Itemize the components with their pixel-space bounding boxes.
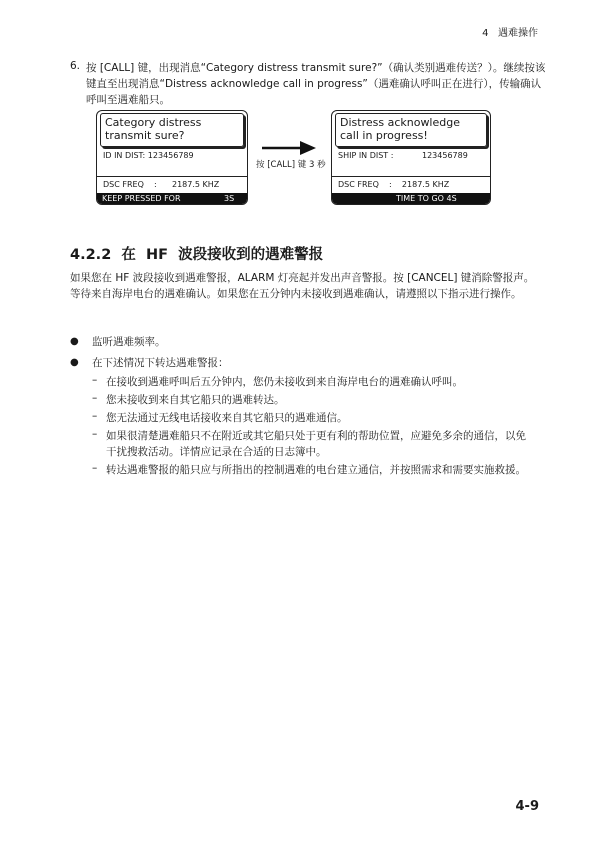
bullet-icon: ● <box>70 336 79 347</box>
ship-in-distress-value: 123456789 <box>422 151 468 160</box>
screen-divider <box>332 176 490 177</box>
message-line-1: Distress acknowledge <box>340 116 460 129</box>
status-left-text: KEEP PRESSED FOR <box>102 194 181 203</box>
section-paragraph: 如果您在 HF 波段接收到遇难警报，ALARM 灯亮起并发出声音警报。按 [CANCEL] 键消除警报声。等待来自海岸电台的遇难确认。如果您在五分钟内未接收到遇难确认，请遵照以下指示进行操作。 <box>70 272 535 300</box>
dash-marker: – <box>92 462 98 474</box>
running-header <box>482 24 538 39</box>
message-line-2: call in progress! <box>340 129 428 142</box>
bullet-item: 监听遇难频率。 <box>92 336 166 348</box>
dash-item: 如果很清楚遇难船只不在附近或其它船只处于更有利的帮助位置，应避免多余的通信，以免干扰搜救活动。详情应记录在合适的日志簿中。 <box>106 430 526 458</box>
arrow-label: 按 [CALL] 键 3 秒 <box>256 160 326 170</box>
left-display-screen <box>96 110 248 205</box>
status-bar <box>97 193 247 204</box>
dash-marker: – <box>92 374 98 386</box>
step-number: 6. <box>70 60 81 72</box>
dash-marker: – <box>92 428 98 440</box>
dsc-frequency-line: DSC FREQ : 2187.5 KHZ <box>103 180 220 189</box>
bullet-item: 在下述情况下转达遇难警报： <box>92 357 229 369</box>
chapter-title: 遇难操作 <box>498 28 538 39</box>
step-text: 按 [CALL] 键，出现消息“Category distress transmit sure?”（确认类别遇难传送？）。继续按该键直至出现消息“Distress acknowledge call in progress”（遇难确认呼叫正在进行），传输确认呼叫至遇难船只。 <box>86 62 546 106</box>
dash-item: 您无法通过无线电话接收来自其它船只的遇难通信。 <box>106 412 348 424</box>
screen-divider <box>97 176 247 177</box>
dash-marker: – <box>92 410 98 422</box>
page-number: 4-9 <box>515 799 539 814</box>
ship-in-distress-label: SHIP IN DIST : <box>338 151 394 160</box>
acknowledge-message-box <box>335 113 487 147</box>
status-bar <box>332 193 490 204</box>
right-arrow-icon <box>262 140 316 156</box>
id-in-distress-line: ID IN DIST: 123456789 <box>103 151 194 160</box>
chapter-number: 4 <box>482 28 489 39</box>
section-title: 4.2.2 在 HF 波段接收到的遇难警报 <box>70 247 324 263</box>
dsc-frequency-line: DSC FREQ : 2187.5 KHZ <box>338 180 450 189</box>
confirm-message-box <box>100 113 244 147</box>
bullet-icon: ● <box>70 357 79 368</box>
message-line-1: Category distress <box>105 116 202 129</box>
status-text: TIME TO GO 4S <box>396 194 457 203</box>
dash-marker: – <box>92 392 98 404</box>
status-right-text: 3S <box>224 194 235 203</box>
right-display-screen <box>331 110 491 205</box>
message-line-2: transmit sure? <box>105 129 185 142</box>
dash-item: 在接收到遇难呼叫后五分钟内，您仍未接收到来自海岸电台的遇难确认呼叫。 <box>106 376 463 388</box>
dash-item: 您未接收到来自其它船只的遇难转达。 <box>106 394 285 406</box>
dash-item: 转达遇难警报的船只应与所指出的控制遇难的电台建立通信，并按照需求和需要实施救援。 <box>106 464 526 476</box>
